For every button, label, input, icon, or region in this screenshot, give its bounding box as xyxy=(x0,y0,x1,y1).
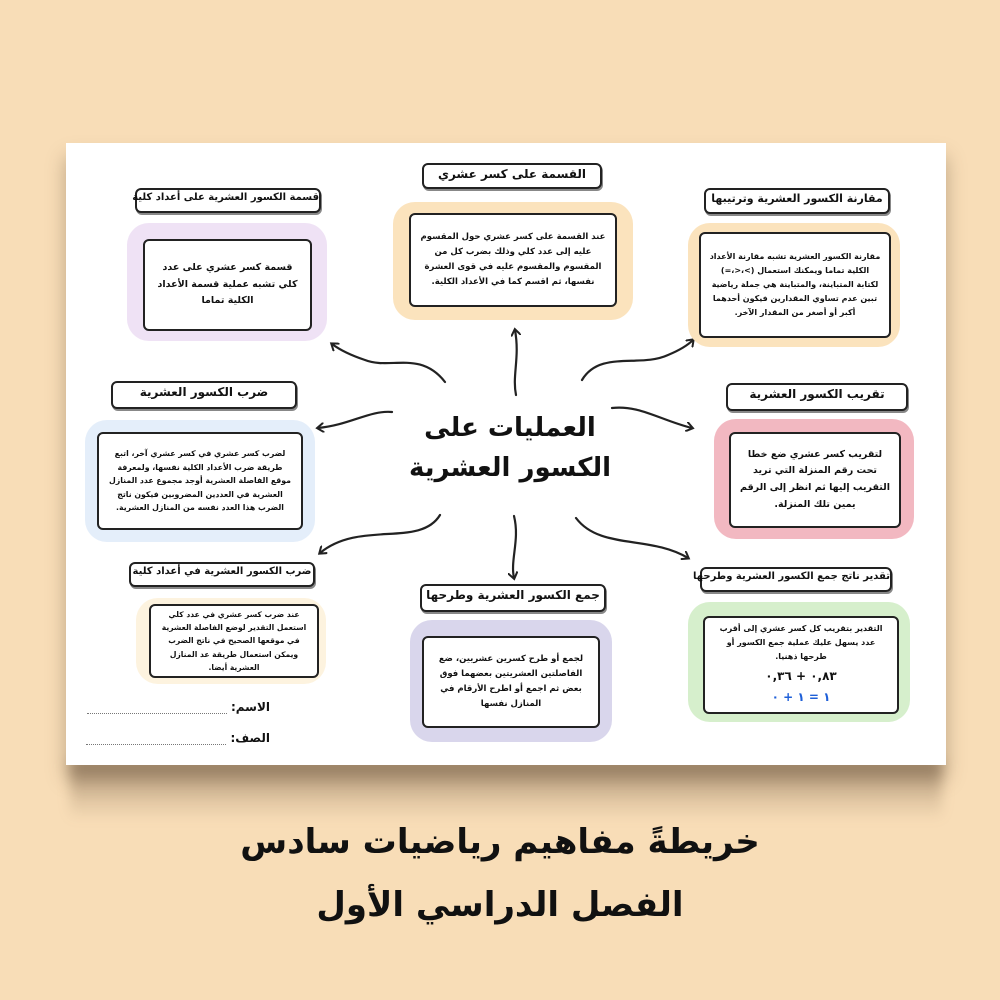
class-dotted-line xyxy=(86,744,226,745)
division-title: القسمة على كسر عشري xyxy=(422,163,602,189)
add-sub-text: لجمع أو طرح كسرين عشريين، ضع الفاصلتين العشريتين بعضهما فوق بعض ثم اجمع أو اطرح الأرقام في المنازل نفسها xyxy=(422,636,600,728)
class-field[interactable] xyxy=(80,731,270,745)
add-sub-title: جمع الكسور العشرية وطرحها xyxy=(420,584,606,612)
divide-whole-title: قسمة الكسور العشرية على أعداد كلية xyxy=(135,188,321,213)
center-title xyxy=(400,408,620,489)
name-field[interactable] xyxy=(80,700,270,714)
multiply-whole-title: ضرب الكسور العشرية في أعداد كلية xyxy=(129,562,315,587)
divide-whole-text: قسمة كسر عشري على عدد كلي تشبه عملية قسمة الأعداد الكلية تماما xyxy=(143,239,312,331)
footer-title-line2: الفصل الدراسي الأول xyxy=(316,885,684,925)
class-label: الصف: xyxy=(230,731,270,745)
compare-title: مقارنة الكسور العشرية وترتيبها xyxy=(704,188,890,214)
footer-title-line1: خريطةً مفاهيم رياضيات سادس xyxy=(240,822,760,862)
multiply-text: لضرب كسر عشري في كسر عشري آخر، اتبع طريقة ضرب الأعداد الكلية نفسها، ولمعرفة موقع الفاصلة العشرية أوجد مجموع عدد المنازل العشرية في العددين المضروبين فيكون ناتج الضرب هذا العدد نفسه من المنازل العشرية. xyxy=(97,432,303,530)
estimate-text: التقدير بتقريب كل كسر عشري إلى أقرب عدد يسهل عليك عملية جمع الكسور أو طرحها ذهنيا. xyxy=(719,624,883,661)
compare-text: مقارنة الكسور العشرية تشبه مقارنة الأعداد الكلية تماما ويمكنك استعمال (>،<،=) لكتابة المتباينة، والمتباينة هي جملة رياضية تبين عدم تساوي المقدارين فيكون أحدهما أكبر أو أصغر من المقدار الآخر. xyxy=(699,232,891,338)
rounding-text: لتقريب كسر عشري ضع خطا تحت رقم المنزلة التي تريد التقريب إليها ثم انظر إلى الرقم يمين تلك المنزلة. xyxy=(729,432,901,528)
multiply-whole-text: عند ضرب كسر عشري في عدد كلي استعمل التقدير لوضع الفاصلة العشرية في موقعها الصحيح في ناتج الضرب ويمكن استعمال طريقة عد المنازل العشرية أيضا. xyxy=(149,604,319,678)
center-title-line1: العمليات على xyxy=(424,413,596,443)
division-text: عند القسمة على كسر عشري حول المقسوم عليه إلى عدد كلي وذلك بضرب كل من المقسوم والمقسوم عليه في قوى العشرة نفسها، ثم اقسم كما في الأعداد الكلية. xyxy=(409,213,617,307)
rounding-title: تقريب الكسور العشرية xyxy=(726,383,908,411)
estimate-equation-2: ١ = ١ + ٠ xyxy=(771,690,831,704)
estimate-title: تقدير ناتج جمع الكسور العشرية وطرحها xyxy=(700,567,892,592)
multiply-title: ضرب الكسور العشرية xyxy=(111,381,297,409)
name-dotted-line xyxy=(87,713,227,714)
sheet-shadow xyxy=(70,760,942,820)
center-title-line2: الكسور العشرية xyxy=(408,453,612,484)
name-label: الاسم: xyxy=(230,700,270,714)
estimate-equation-1: ٠,٨٣ + ٠,٣٦ xyxy=(765,669,837,683)
estimate-box xyxy=(703,616,899,714)
